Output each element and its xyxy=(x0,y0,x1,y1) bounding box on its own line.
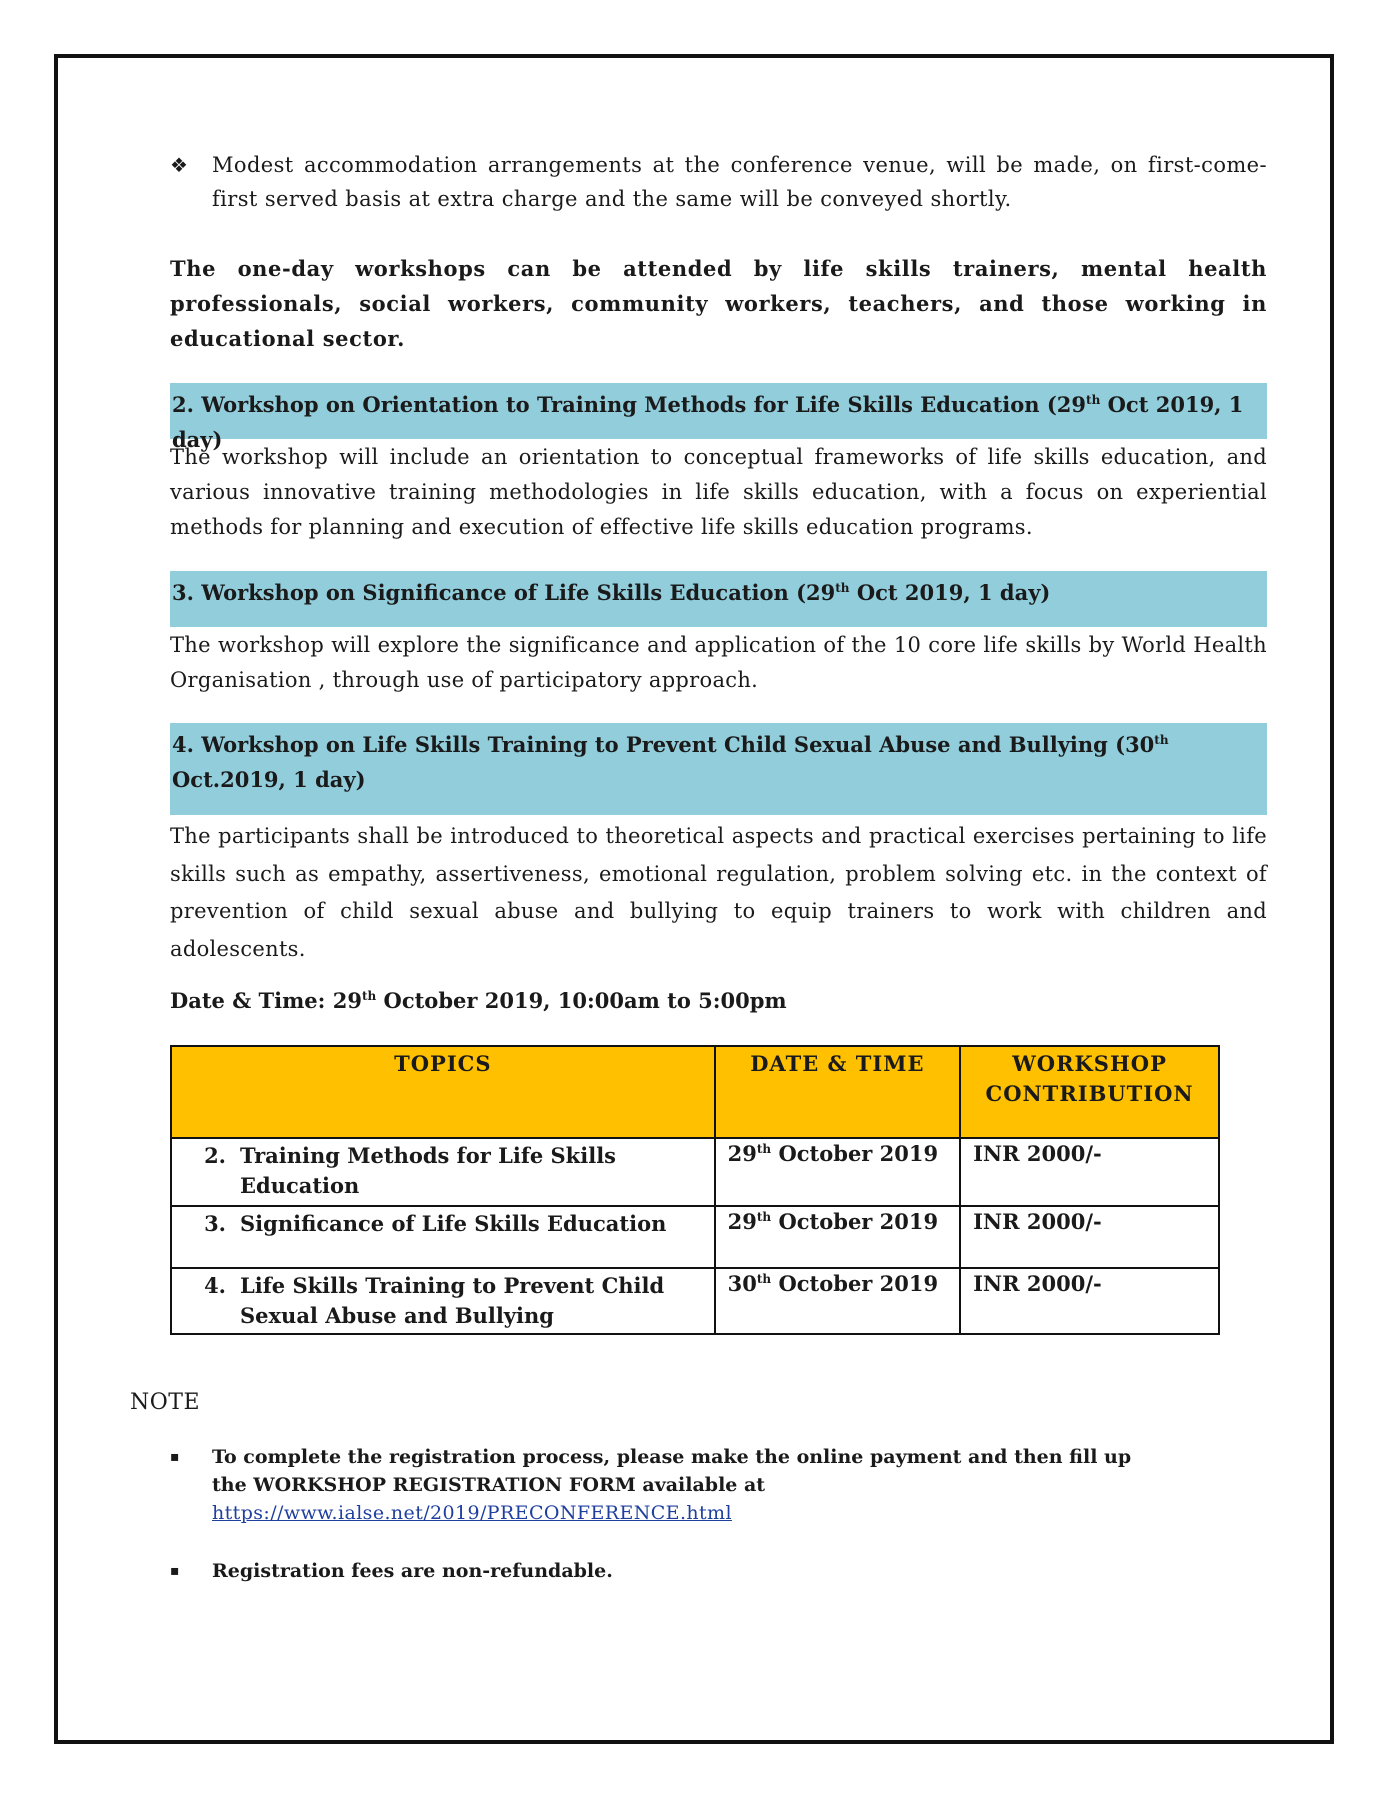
accommodation-bullet xyxy=(170,148,1267,216)
table-row xyxy=(171,1206,1219,1268)
workshop-3-heading: 3. Workshop on Significance of Life Skills Education (29th Oct 2019, 1 day) xyxy=(170,571,1267,627)
row-fee: INR 2000/- xyxy=(960,1206,1219,1268)
table-row xyxy=(171,1138,1219,1206)
note-text: Registration fees are non-refundable. xyxy=(212,1560,613,1582)
row-fee: INR 2000/- xyxy=(960,1138,1219,1206)
eligibility-paragraph: The one-day workshops can be attended by life skills trainers, mental health professionals, social workers, community workers, teachers, and those working in educational sector. xyxy=(170,256,1267,351)
date-time-line: Date & Time: 29th October 2019, 10:00am to 5:00pm xyxy=(170,988,787,1013)
workshop-4-description: The participants shall be introduced to theoretical aspects and practical exercises pertaining to life skills such as empathy, assertiveness, emotional regulation, problem solving etc. in the context of prevention of child sexual abuse and bullying to equip trainers to work with children and adolescents. xyxy=(170,824,1267,961)
table-header-row xyxy=(171,1046,1219,1138)
row-fee: INR 2000/- xyxy=(960,1268,1219,1334)
row-number: 4. xyxy=(204,1273,226,1298)
row-date: 29th October 2019 xyxy=(715,1138,960,1206)
workshop-3-description: The workshop will explore the significance and application of the 10 core life skills by World Health Organisation , through use of participatory approach. xyxy=(170,633,1267,692)
row-number: 2. xyxy=(204,1143,226,1168)
note-text: To complete the registration process, please make the online payment and then fill up the WORKSHOP REGISTRATION FORM available at xyxy=(212,1446,1132,1496)
table-header-topics: TOPICS xyxy=(171,1046,715,1138)
row-date: 30th October 2019 xyxy=(715,1268,960,1334)
workshop-table xyxy=(170,1045,1220,1335)
row-date: 29th October 2019 xyxy=(715,1206,960,1268)
table-row xyxy=(171,1268,1219,1334)
row-topic: Life Skills Training to Prevent Child Sexual Abuse and Bullying xyxy=(240,1273,665,1328)
table-header-contribution: WORKSHOP CONTRIBUTION xyxy=(960,1046,1219,1138)
accommodation-text: Modest accommodation arrangements at the conference venue, will be made, on first-come-first served basis at extra charge and the same will be conveyed shortly. xyxy=(212,153,1267,211)
workshop-4-heading: 4. Workshop on Life Skills Training to Prevent Child Sexual Abuse and Bullying (30th Oct.2019, 1 day) xyxy=(170,723,1267,815)
list-item xyxy=(170,1443,1170,1527)
square-bullet-icon: ▪ xyxy=(170,1449,180,1465)
workshop-2-heading: 2. Workshop on Orientation to Training Methods for Life Skills Education (29th Oct 2019, 1 day) xyxy=(170,383,1267,439)
row-number: 3. xyxy=(204,1211,226,1236)
diamond-bullet-icon: ❖ xyxy=(170,153,188,177)
list-item xyxy=(170,1557,1170,1585)
row-topic: Training Methods for Life Skills Education xyxy=(240,1143,616,1198)
table-header-date: DATE & TIME xyxy=(715,1046,960,1138)
row-topic: Significance of Life Skills Education xyxy=(240,1211,667,1236)
registration-form-link[interactable]: https://www.ialse.net/2019/PRECONFERENCE.html xyxy=(212,1502,732,1524)
square-bullet-icon: ▪ xyxy=(170,1563,180,1579)
workshop-2-description: The workshop will include an orientation to conceptual frameworks of life skills education, and various innovative training methodologies in life skills education, with a focus on experiential methods for planning and execution of effective life skills education programs. xyxy=(170,445,1267,539)
note-list xyxy=(170,1443,1170,1615)
note-title: NOTE xyxy=(130,1390,201,1415)
